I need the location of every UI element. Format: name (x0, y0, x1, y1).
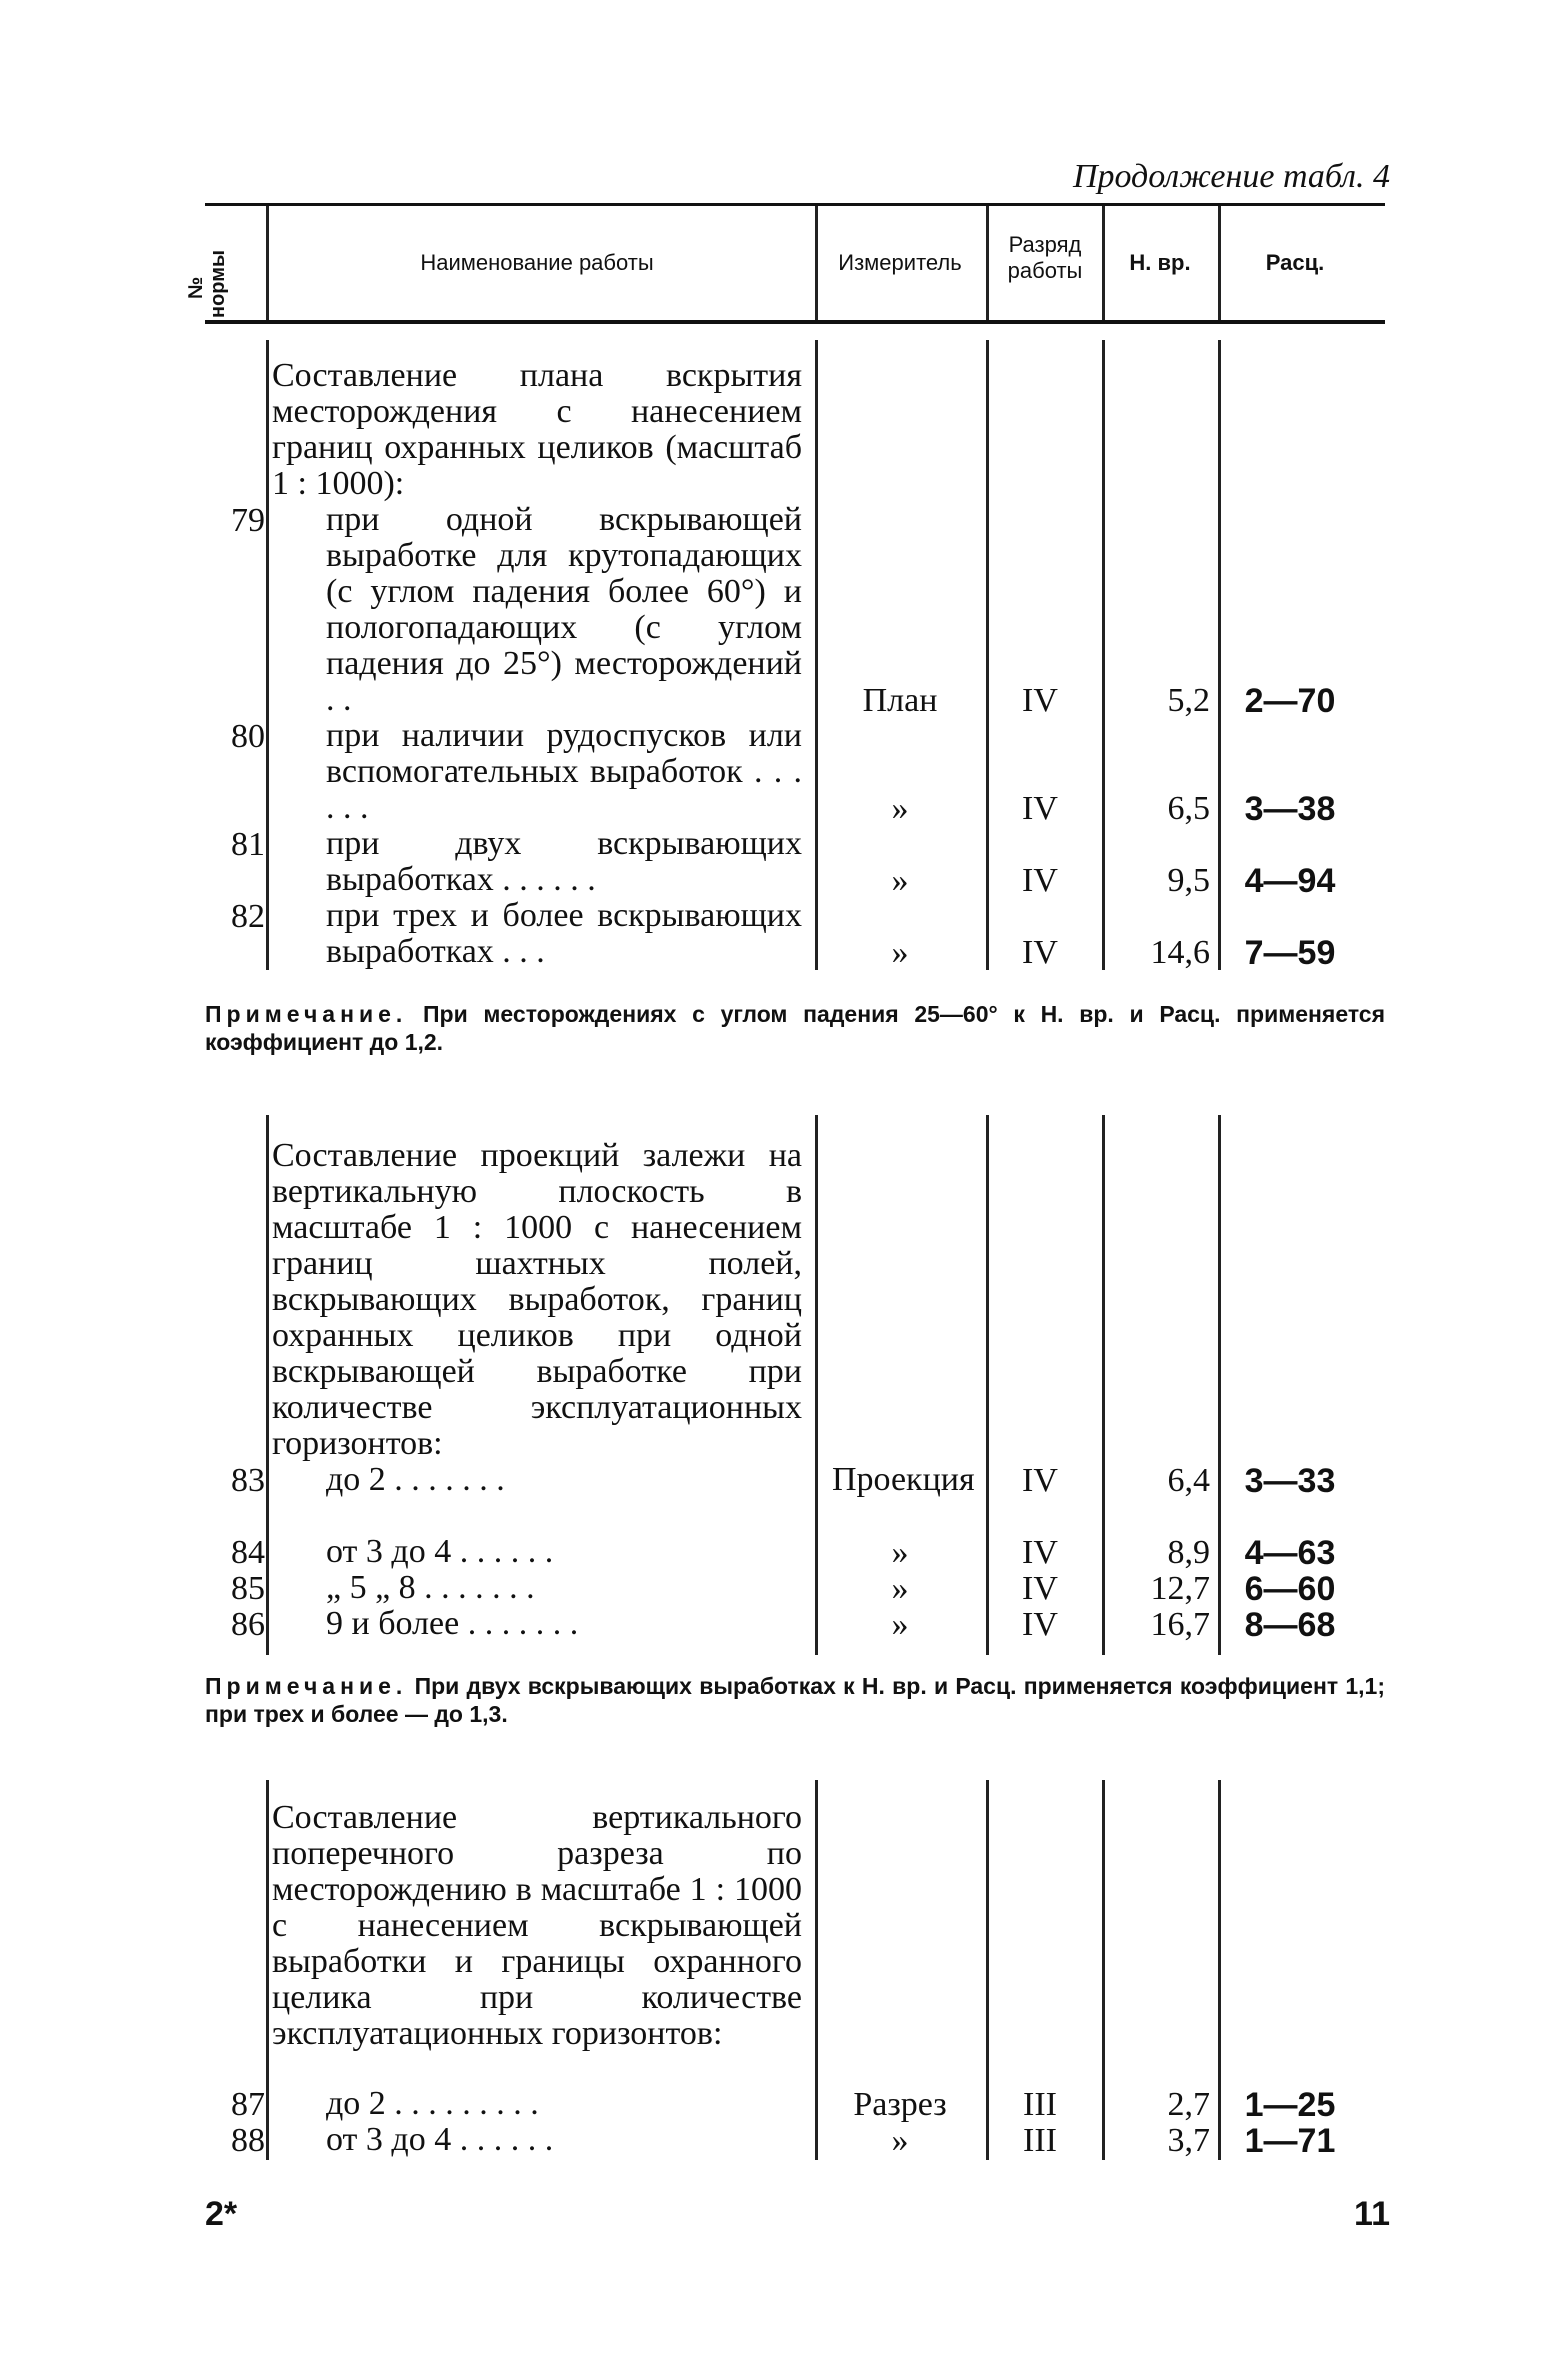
row-number: 87 (231, 2086, 265, 2123)
section1-note (205, 1000, 1385, 1056)
row-text: при двух вскрывающих выработках . . . . . . (326, 825, 802, 898)
row-number: 85 (231, 1570, 265, 1607)
note-text: При месторождениях с углом падения 25—60° к Н. вр. и Расц. применяется коэффициент до 1,2. (205, 1001, 1386, 1055)
row-unit: » (891, 1606, 909, 1643)
header-nvr: Н. вр. (1129, 250, 1191, 275)
row-grade: IV (1022, 862, 1058, 899)
header-col-line (815, 206, 818, 320)
header-top-rule (205, 203, 1385, 206)
signature-mark: 2* (205, 2195, 238, 2233)
row-nvr: 2,7 (1167, 2086, 1210, 2123)
row-rate: 6—60 (1244, 1570, 1336, 1608)
col-line (266, 1780, 269, 2160)
row-nvr: 3,7 (1167, 2122, 1210, 2159)
table-caption: Продолжение табл. 4 (1072, 158, 1390, 195)
row-grade: IV (1022, 1570, 1058, 1607)
row-nvr: 16,7 (1150, 1606, 1210, 1643)
header-col-line (1102, 206, 1105, 320)
row-text: до 2 . . . . . . . (326, 1461, 505, 1498)
row-number: 88 (231, 2122, 265, 2159)
header-col-line (266, 206, 269, 320)
col-line (815, 340, 818, 970)
row-rate: 7—59 (1244, 934, 1336, 972)
row-unit: » (891, 1570, 909, 1607)
col-line (266, 340, 269, 970)
header-col-line (986, 206, 989, 320)
row-text: „ 5 „ 8 . . . . . . . (326, 1569, 535, 1606)
row-number: 86 (231, 1606, 265, 1643)
row-number: 81 (231, 826, 265, 863)
row-number: 82 (231, 898, 265, 935)
note-label: Примечание. (205, 1001, 408, 1027)
row-nvr: 14,6 (1150, 934, 1210, 971)
row-text: 9 и более . . . . . . . (326, 1605, 579, 1642)
row-rate: 3—38 (1244, 790, 1336, 828)
header-num: № нормы (185, 249, 229, 318)
section3-intro: Составление вертикального поперечного разреза по месторождению в масштабе 1 : 1000 с нанесением вскрывающей выработки и границы охранного целика при количестве эксплуатационных горизонтов: (272, 1799, 802, 2052)
col-line (986, 340, 989, 970)
header-name: Наименование работы (420, 250, 654, 275)
note-label: Примечание. (205, 1673, 408, 1699)
section2-intro: Составление проекций залежи на вертикальную плоскость в масштабе 1 : 1000 с нанесением границ шахтных полей, вскрывающих выработок, границ охранных целиков при одной вскрывающей выработке при количестве эксплуатационных горизонтов: (272, 1137, 802, 1462)
header-unit: Измеритель (838, 250, 962, 275)
col-line (1218, 1780, 1221, 2160)
row-grade: IV (1022, 1462, 1058, 1499)
row-unit: » (891, 1534, 909, 1571)
col-line (815, 1780, 818, 2160)
col-line (266, 1115, 269, 1655)
row-grade: IV (1022, 1534, 1058, 1571)
header-rate: Расц. (1265, 250, 1325, 275)
row-rate: 4—63 (1244, 1534, 1336, 1572)
row-number: 80 (231, 718, 265, 755)
row-grade: IV (1022, 790, 1058, 827)
row-grade: III (1023, 2122, 1057, 2159)
section1-intro: Составление плана вскрытия месторождения с нанесением границ охранных целиков (масштаб 1 : 1000): (272, 357, 802, 502)
col-line (986, 1780, 989, 2160)
row-nvr: 6,4 (1167, 1462, 1210, 1499)
row-unit: » (891, 2122, 909, 2159)
row-unit: Проекция (832, 1461, 975, 1498)
row-unit: » (891, 934, 909, 971)
row-number: 84 (231, 1534, 265, 1571)
header-bottom-rule (205, 320, 1385, 324)
row-rate: 2—70 (1244, 682, 1336, 720)
col-line (815, 1115, 818, 1655)
header-grade: Разряд работы (1007, 232, 1083, 283)
row-text: до 2 . . . . . . . . . (326, 2085, 539, 2122)
row-rate: 8—68 (1244, 1606, 1336, 1644)
row-nvr: 8,9 (1167, 1534, 1210, 1571)
col-line (1218, 1115, 1221, 1655)
row-nvr: 12,7 (1150, 1570, 1210, 1607)
row-rate: 1—25 (1244, 2086, 1336, 2124)
row-grade: III (1023, 2086, 1057, 2123)
row-text: при наличии рудоспусков или вспомогательных выработок . . . . . . (326, 717, 802, 826)
row-text: от 3 до 4 . . . . . . (326, 2121, 554, 2158)
row-nvr: 9,5 (1167, 862, 1210, 899)
header-col-line (1218, 206, 1221, 320)
row-text: от 3 до 4 . . . . . . (326, 1533, 554, 1570)
row-nvr: 6,5 (1167, 790, 1210, 827)
row-unit: » (891, 862, 909, 899)
row-unit: » (891, 790, 909, 827)
col-line (986, 1115, 989, 1655)
row-rate: 3—33 (1244, 1462, 1336, 1500)
row-grade: IV (1022, 934, 1058, 971)
section2-note (205, 1672, 1385, 1728)
row-rate: 4—94 (1244, 862, 1336, 900)
page-number: 11 (1354, 2195, 1390, 2233)
row-nvr: 5,2 (1167, 682, 1210, 719)
col-line (1218, 340, 1221, 970)
row-unit: План (862, 682, 938, 719)
row-number: 79 (231, 502, 265, 539)
row-number: 83 (231, 1462, 265, 1499)
row-grade: IV (1022, 682, 1058, 719)
row-text: при трех и более вскрывающих выработках . . . (326, 897, 802, 970)
note-text: При двух вскрывающих выработках к Н. вр. и Расц. применяется коэффициент 1,1; при трех и более — до 1,3. (205, 1673, 1386, 1727)
row-text: при одной вскрывающей выработке для крутопадающих (с углом падения более 60°) и пологопадающих (с углом падения до 25°) месторождений . . (326, 501, 802, 718)
row-grade: IV (1022, 1606, 1058, 1643)
row-rate: 1—71 (1244, 2122, 1336, 2160)
row-unit: Разрез (853, 2086, 947, 2123)
